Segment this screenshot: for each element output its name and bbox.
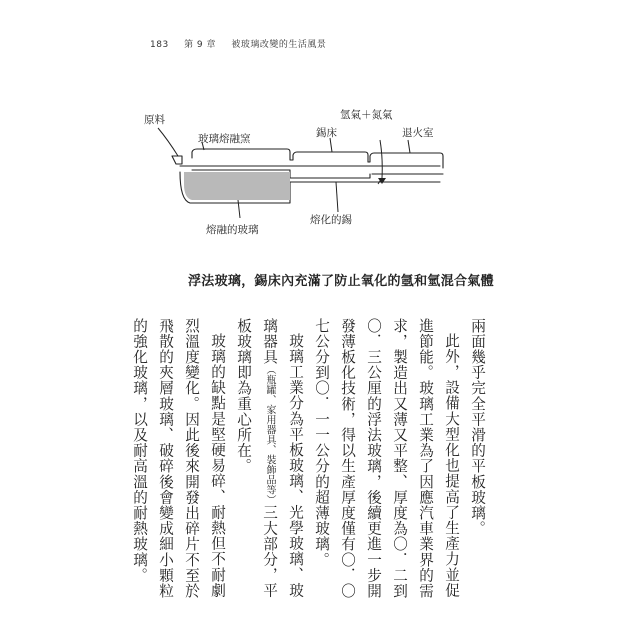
paragraph-4: 玻璃的缺點是堅硬易碎、耐熱但不耐劇烈溫度變化。因此後來開發出碎片不至於飛散的夾層玻璃、破碎後會變成細小顆粒的強化玻璃，以及耐高溫的耐熱玻璃。 <box>131 318 226 599</box>
page-number: 183 <box>150 40 169 50</box>
label-tin-bath: 錫床 <box>316 127 337 139</box>
body-text <box>131 318 490 608</box>
running-header <box>150 37 326 50</box>
label-melting-furnace: 玻璃熔融窯 <box>198 133 251 145</box>
float-glass-diagram <box>140 100 470 250</box>
label-molten-tin: 熔化的錫 <box>310 214 352 226</box>
paragraph-1: 兩面幾乎完全平滑的平板玻璃。 <box>469 318 486 537</box>
label-gas: 氫氣＋氮氣 <box>340 109 393 121</box>
chapter-label: 第 9 章 <box>184 40 217 50</box>
paragraph-3-note: （瓶罐、家用器具、裝飾品等） <box>264 364 275 505</box>
label-molten-glass: 熔融的玻璃 <box>206 224 259 236</box>
paragraph-3-part-a: 玻璃工業分為平板玻璃、光學玻璃、玻璃器具 <box>261 318 304 598</box>
paragraph-3-part-b: 三大部分，平板玻璃即為重心所在。 <box>235 318 278 599</box>
label-raw-material: 原料 <box>144 114 165 126</box>
figure-caption: 浮法玻璃，錫床內充滿了防止氧化的氬和氫混合氣體 <box>188 274 494 289</box>
diagram-drawing <box>140 100 470 250</box>
label-annealing: 退火室 <box>402 127 434 139</box>
chapter-title: 被玻璃改變的生活風景 <box>231 40 327 50</box>
paragraph-3 <box>230 318 308 608</box>
paragraph-2: 此外，設備大型化也提高了生產力並促進節能。玻璃工業為了因應汽車業界的需求，製造出又薄又平整、厚度為〇．二到〇．三公厘的浮法玻璃，後續更進一步開發薄板化技術，得以生產厚度僅有〇．〇七公分到〇．一一公分的超薄玻璃。 <box>313 318 460 599</box>
